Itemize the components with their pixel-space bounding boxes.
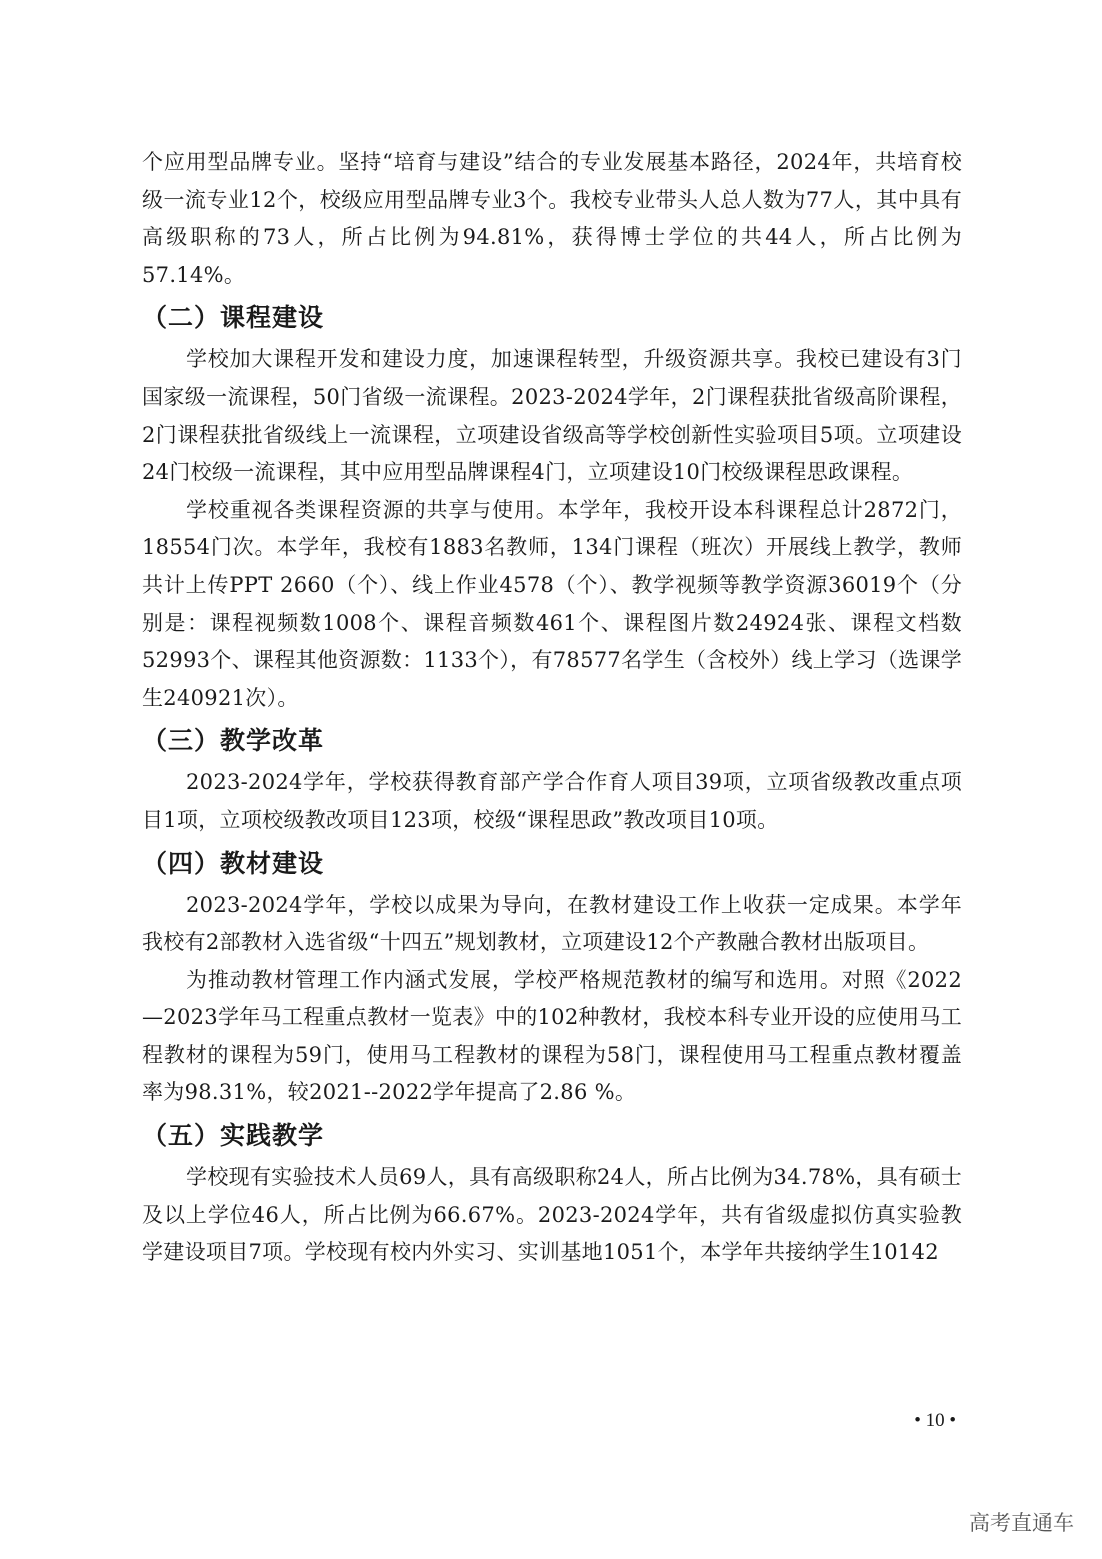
page-number: • 10 • [914,1410,956,1431]
section-heading-teaching-reform: （三）教学改革 [142,726,325,756]
section-heading-course-construction: （二）课程建设 [142,303,325,333]
course-construction-paragraph-1: 学校加大课程开发和建设力度，加速课程转型，升级资源共享。我校已建设有3门国家级一流课程，50门省级一流课程。2023-2024学年，2门课程获批省级高阶课程，2门课程获批省级线上一流课程，立项建设省级高等学校创新性实验项目5项。立项建设24门校级一流课程，其中应用型品牌课程4门，立项建设10门校级课程思政课程。 [142,347,962,485]
section-heading-textbook-construction: （四）教材建设 [142,848,325,878]
textbook-paragraph-2: 为推动教材管理工作内涵式发展，学校严格规范教材的编写和选用。对照《2022—2023学年马工程重点教材一览表》中的102种教材，我校本科专业开设的应使用马工程教材的课程为59门，使用马工程教材的课程为58门，课程使用马工程重点教材覆盖率为98.31%，较2021--2022学年提高了2.86 %。 [142,967,962,1105]
document-body [142,144,962,1272]
course-construction-paragraph-2: 学校重视各类课程资源的共享与使用。本学年，我校开设本科课程总计2872门，18554门次。本学年，我校有1883名教师，134门课程（班次）开展线上教学，教师共计上传PPT 2660（个）、线上作业4578（个）、教学视频等教学资源36019个（分别是：课程视频数1008个、课程音频数461个、课程图片数24924张、课程文档数52993个、课程其他资源数：1133个），有78577名学生（含校外）线上学习（选课学生240921次）。 [142,497,962,710]
watermark-text: 高考直通车 [969,1511,1074,1535]
section-heading-practical-teaching: （五）实践教学 [142,1121,325,1151]
intro-paragraph: 个应用型品牌专业。坚持“培育与建设”结合的专业发展基本路径，2024年，共培育校级一流专业12个，校级应用型品牌专业3个。我校专业带头人总人数为77人，其中具有高级职称的73人，所占比例为94.81%，获得博士学位的共44人，所占比例为57.14%。 [142,150,962,287]
teaching-reform-paragraph: 2023-2024学年，学校获得教育部产学合作育人项目39项，立项省级教改重点项目1项，立项校级教改项目123项，校级“课程思政”教改项目10项。 [142,770,962,832]
textbook-paragraph-1: 2023-2024学年，学校以成果为导向，在教材建设工作上收获一定成果。本学年我校有2部教材入选省级“十四五”规划教材，立项建设12个产教融合教材出版项目。 [142,892,962,955]
practical-teaching-paragraph: 学校现有实验技术人员69人，具有高级职称24人，所占比例为34.78%，具有硕士及以上学位46人，所占比例为66.67%。2023-2024学年，共有省级虚拟仿真实验教学建设项目7项。学校现有校内外实习、实训基地1051个，本学年共接纳学生10142 [142,1165,962,1265]
